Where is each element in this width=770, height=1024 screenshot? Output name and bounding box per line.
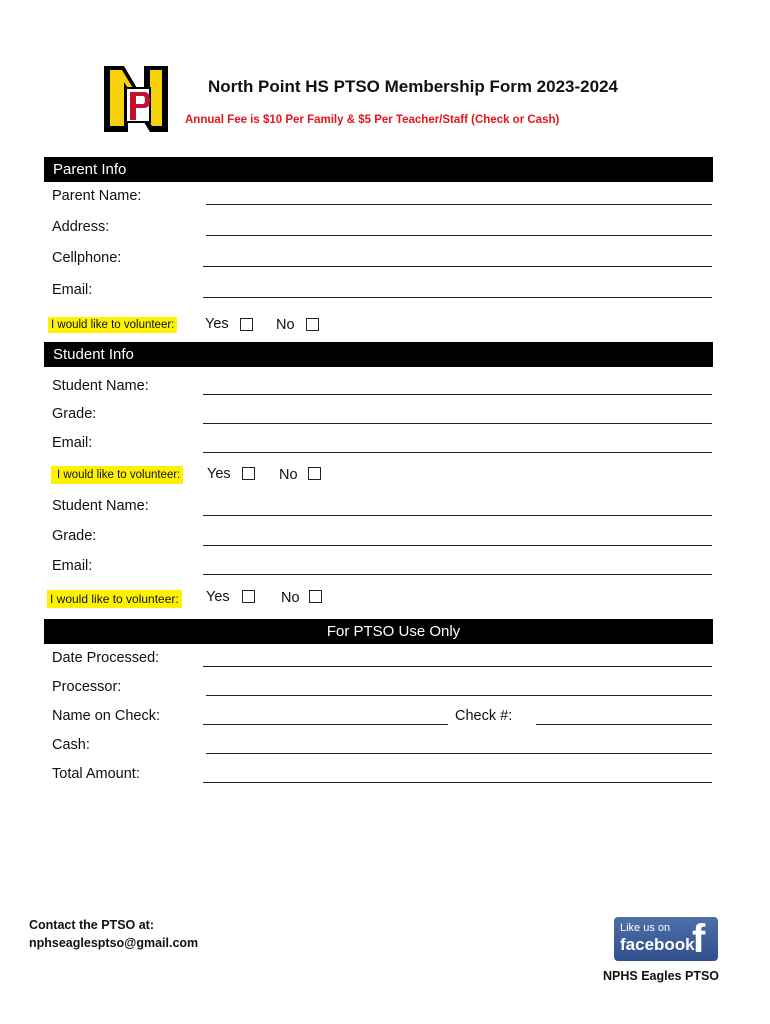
student1-volunteer-no-checkbox[interactable] — [308, 467, 321, 480]
parent-email-field[interactable] — [203, 297, 712, 298]
cash-label: Cash: — [52, 737, 90, 753]
contact-email: nphseaglesptso@gmail.com — [29, 936, 199, 950]
student1-grade-field[interactable] — [203, 423, 712, 424]
student2-email-field[interactable] — [203, 574, 712, 575]
address-label: Address: — [52, 219, 110, 235]
name-on-check-field[interactable] — [203, 724, 448, 725]
parent-volunteer-yes-checkbox[interactable] — [240, 318, 253, 331]
student1-volunteer-yes-label: Yes — [207, 466, 231, 482]
check-number-field[interactable] — [536, 724, 712, 725]
parent-info-heading: Parent Info — [44, 157, 713, 182]
date-processed-label: Date Processed: — [52, 650, 160, 666]
student1-volunteer-no-label: No — [279, 467, 298, 483]
student1-volunteer-yes-checkbox[interactable] — [242, 467, 255, 480]
school-logo-icon — [100, 62, 172, 134]
student2-name-field[interactable] — [203, 515, 712, 516]
processor-label: Processor: — [52, 679, 122, 695]
parent-name-field[interactable] — [206, 204, 712, 205]
cellphone-field[interactable] — [203, 266, 712, 267]
parent-volunteer-no-checkbox[interactable] — [306, 318, 319, 331]
facebook-wordmark: facebook — [620, 935, 695, 954]
date-processed-field[interactable] — [203, 666, 712, 667]
student2-volunteer-yes-label: Yes — [206, 589, 230, 605]
form-title: North Point HS PTSO Membership Form 2023-2024 — [208, 77, 618, 96]
name-on-check-label: Name on Check: — [52, 708, 160, 724]
facebook-like-text: Like us on — [620, 922, 671, 934]
contact-heading: Contact the PTSO at: — [29, 918, 155, 932]
student2-grade-field[interactable] — [203, 545, 712, 546]
student1-email-label: Email: — [52, 435, 93, 451]
student2-volunteer-label: I would like to volunteer: — [47, 590, 182, 608]
parent-email-label: Email: — [52, 282, 93, 298]
facebook-f-icon: f — [692, 917, 706, 961]
parent-volunteer-yes-label: Yes — [205, 316, 229, 332]
contact-block — [29, 916, 198, 952]
check-number-label: Check #: — [455, 708, 513, 724]
address-field[interactable] — [206, 235, 712, 236]
facebook-page-name: NPHS Eagles PTSO — [603, 969, 720, 983]
student1-name-label: Student Name: — [52, 378, 149, 394]
student2-volunteer-yes-checkbox[interactable] — [242, 590, 255, 603]
student2-email-label: Email: — [52, 558, 93, 574]
student2-grade-label: Grade: — [52, 528, 97, 544]
parent-name-label: Parent Name: — [52, 188, 142, 204]
student1-volunteer-label: I would like to volunteer: — [51, 466, 183, 484]
total-amount-field[interactable] — [203, 782, 712, 783]
facebook-badge[interactable] — [614, 917, 718, 961]
processor-field[interactable] — [206, 695, 712, 696]
student1-email-field[interactable] — [203, 452, 712, 453]
student2-name-label: Student Name: — [52, 498, 149, 514]
fee-notice: Annual Fee is $10 Per Family & $5 Per Teacher/Staff (Check or Cash) — [185, 114, 560, 126]
student1-name-field[interactable] — [203, 394, 712, 395]
cellphone-label: Cellphone: — [52, 250, 122, 266]
student2-volunteer-no-label: No — [281, 590, 300, 606]
parent-volunteer-label: I would like to volunteer: — [48, 317, 177, 333]
student2-volunteer-no-checkbox[interactable] — [309, 590, 322, 603]
parent-volunteer-no-label: No — [276, 317, 295, 333]
cash-field[interactable] — [206, 753, 712, 754]
student-info-heading: Student Info — [44, 342, 713, 367]
ptso-use-heading: For PTSO Use Only — [44, 619, 713, 644]
student1-grade-label: Grade: — [52, 406, 97, 422]
total-amount-label: Total Amount: — [52, 766, 140, 782]
